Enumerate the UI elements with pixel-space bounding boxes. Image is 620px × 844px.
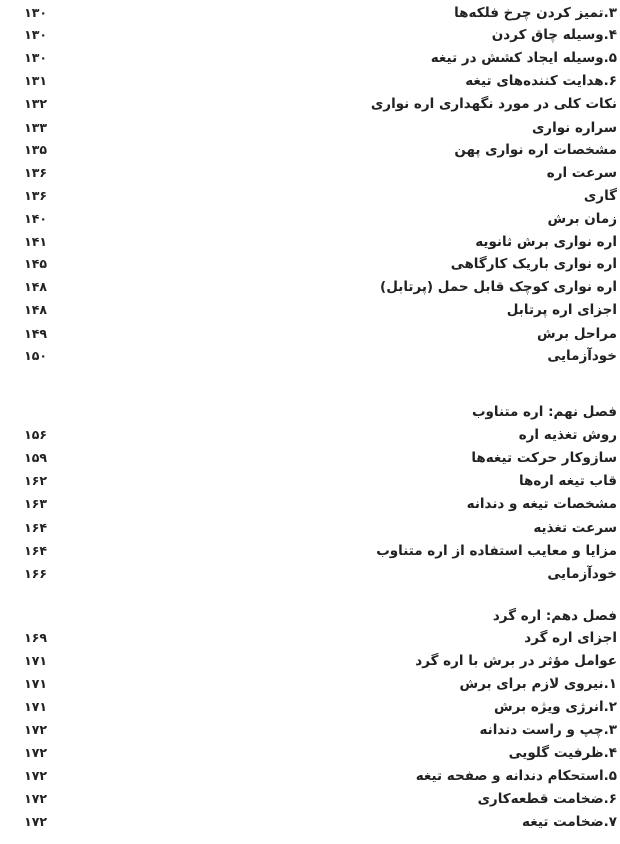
entry-title: مشخصات تیغه و دندانه — [466, 496, 617, 512]
page-number: ۱۳۵ — [24, 142, 47, 157]
page-number: ۱۴۱ — [24, 234, 47, 249]
toc-entry — [0, 277, 620, 299]
toc-entry — [0, 71, 620, 93]
toc-entry — [0, 471, 620, 493]
entry-title: سازوکار حرکت تیغه‌ها — [471, 450, 617, 466]
toc-entry — [0, 628, 620, 650]
page-number: ۱۳۱ — [24, 73, 47, 88]
toc-entry — [0, 651, 620, 673]
page-number: ۱۷۲ — [24, 791, 47, 806]
page-number: ۱۳۲ — [24, 96, 47, 111]
entry-title: ۲.انرژی ویژه برش — [494, 699, 617, 715]
page-number: ۱۷۲ — [24, 814, 47, 829]
toc-entry — [0, 541, 620, 563]
page-number: ۱۶۴ — [24, 543, 47, 558]
chapter-title: فصل نهم: اره متناوب — [471, 404, 617, 420]
toc-entry — [0, 94, 620, 116]
entry-title: روش تغذیه اره — [518, 427, 617, 443]
entry-title: اجزای اره گرد — [524, 630, 617, 646]
page-number: ۱۳۰ — [24, 5, 47, 20]
chapter-heading — [0, 606, 620, 628]
toc-entry — [0, 564, 620, 586]
entry-title: اجزای اره پرتابل — [506, 302, 617, 318]
chapter-title: فصل دهم: اره گرد — [492, 608, 617, 624]
entry-title: نکات کلی در مورد نگهداری اره نواری — [370, 96, 617, 112]
entry-title: ۴.ظرفیت گلویی — [508, 745, 617, 761]
entry-title: اره نواری برش ثانویه — [475, 234, 617, 250]
page-number: ۱۶۴ — [24, 520, 47, 535]
entry-title: قاب تیغه اره‌ها — [518, 473, 617, 489]
toc-entry — [0, 425, 620, 447]
toc-entry — [0, 209, 620, 231]
page-number: ۱۶۳ — [24, 496, 47, 511]
toc-entry — [0, 789, 620, 811]
entry-title: ۶.هدایت کننده‌های تیغه — [465, 73, 617, 89]
page-number: ۱۴۹ — [24, 326, 47, 341]
page-number: ۱۶۹ — [24, 630, 47, 645]
toc-entry — [0, 163, 620, 185]
entry-title: عوامل مؤثر در برش با اره گرد — [415, 653, 617, 669]
page-number: ۱۶۲ — [24, 473, 47, 488]
entry-title: گاری — [583, 188, 617, 204]
entry-title: ۳.چپ و راست دندانه — [479, 722, 617, 738]
entry-title: ۷.ضخامت تیغه — [522, 814, 617, 830]
page-number: ۱۴۵ — [24, 256, 47, 271]
page-number: ۱۷۲ — [24, 745, 47, 760]
toc-entry — [0, 448, 620, 470]
page-number: ۱۳۰ — [24, 27, 47, 42]
toc-entry — [0, 186, 620, 208]
page-number: ۱۳۳ — [24, 120, 47, 135]
page-number: ۱۵۰ — [24, 348, 47, 363]
entry-title: ۱.نیروی لازم برای برش — [459, 676, 617, 692]
entry-title: ۴.وسیله چاق کردن — [491, 27, 617, 43]
toc-entry — [0, 720, 620, 742]
page-number: ۱۷۱ — [24, 676, 47, 691]
toc-entry — [0, 48, 620, 70]
page-number: ۱۷۲ — [24, 768, 47, 783]
toc-entry — [0, 254, 620, 276]
toc-entry — [0, 346, 620, 368]
page-number: ۱۷۲ — [24, 722, 47, 737]
toc-entry — [0, 674, 620, 696]
page-number: ۱۵۹ — [24, 450, 47, 465]
page-number: ۱۳۶ — [24, 188, 47, 203]
entry-title: سرعت تغذیه — [533, 520, 617, 536]
page-number: ۱۵۶ — [24, 427, 47, 442]
page-number: ۱۳۰ — [24, 50, 47, 65]
toc-entry — [0, 697, 620, 719]
page-number: ۱۶۶ — [24, 566, 47, 581]
toc-entry — [0, 518, 620, 540]
chapter-heading — [0, 402, 620, 424]
page-number: ۱۴۰ — [24, 211, 47, 226]
toc-entry — [0, 3, 620, 25]
toc-entry — [0, 140, 620, 162]
entry-title: ۵.استحکام دندانه و صفحه تیغه — [415, 768, 617, 784]
entry-title: ۳.تمیز کردن چرخ فلکه‌ها — [454, 5, 617, 21]
entry-title: مزایا و معایب استفاده از اره متناوب — [376, 543, 617, 559]
entry-title: مشخصات اره نواری پهن — [454, 142, 617, 158]
page-number: ۱۳۶ — [24, 165, 47, 180]
entry-title: اره نواری باریک کارگاهی — [450, 256, 617, 272]
page-number: ۱۷۱ — [24, 653, 47, 668]
entry-title: سراره نواری — [531, 120, 617, 136]
toc-entry — [0, 25, 620, 47]
toc-entry — [0, 324, 620, 346]
entry-title: سرعت اره — [546, 165, 617, 181]
toc-entry — [0, 743, 620, 765]
entry-title: ۵.وسیله ایجاد کشش در تیغه — [430, 50, 617, 66]
entry-title: زمان برش — [547, 211, 617, 227]
entry-title: ۶.ضخامت قطعه‌کاری — [477, 791, 617, 807]
entry-title: خودآزمایی — [547, 566, 617, 582]
entry-title: مراحل برش — [537, 326, 617, 342]
entry-title: خودآزمایی — [547, 348, 617, 364]
page-number: ۱۷۱ — [24, 699, 47, 714]
toc-entry — [0, 232, 620, 254]
page-number: ۱۴۸ — [24, 279, 47, 294]
toc-entry — [0, 812, 620, 834]
page-number: ۱۴۸ — [24, 302, 47, 317]
toc-entry — [0, 118, 620, 140]
toc-entry — [0, 494, 620, 516]
entry-title: اره نواری کوچک قابل حمل (پرتابل) — [380, 279, 617, 295]
toc-entry — [0, 300, 620, 322]
toc-entry — [0, 766, 620, 788]
